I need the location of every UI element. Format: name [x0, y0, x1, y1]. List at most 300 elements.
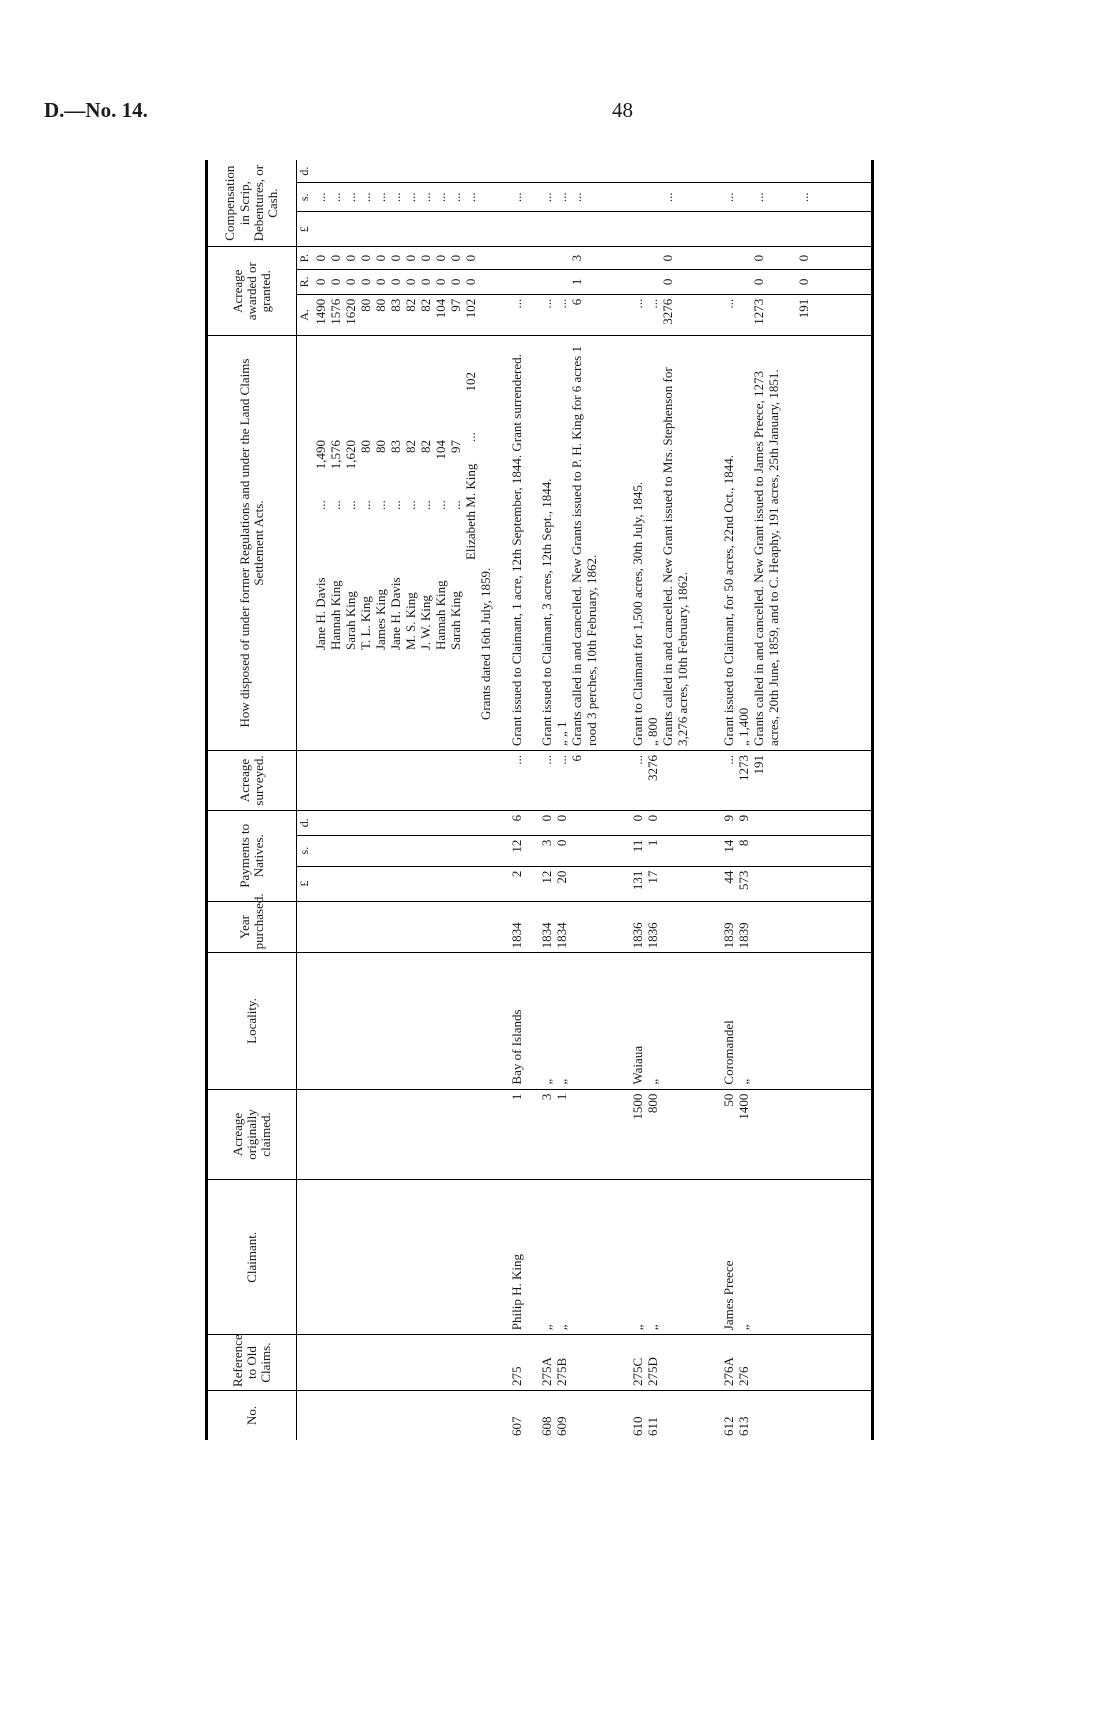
empty-cell [614, 810, 630, 835]
locality: „ [645, 953, 660, 1089]
claim-no: 610 [630, 1416, 645, 1436]
awarded-acres: 80 [358, 294, 373, 335]
unit-comp-pounds: £ [297, 212, 314, 247]
acreage-claimed [660, 1089, 705, 1180]
disposal-text: Grant issued to Claimant, 3 acres, 12th Sept., 1844. [539, 336, 554, 751]
empty-cell [433, 751, 448, 811]
claim-row [509, 160, 539, 1440]
awarded-roods [645, 270, 660, 295]
empty-cell [811, 835, 873, 866]
claim-row [645, 160, 660, 1440]
leader-dots: ... [463, 432, 478, 443]
locality: Coromandel [721, 953, 736, 1089]
comp-shillings: ... [388, 183, 403, 212]
empty-cell [373, 866, 388, 901]
empty-cell [418, 1390, 433, 1440]
empty-cell [418, 1335, 433, 1391]
empty-cell [313, 810, 328, 835]
awarded-roods [539, 270, 554, 295]
empty-cell [358, 751, 373, 811]
comp-pence [463, 160, 478, 183]
empty-cell [463, 1335, 478, 1391]
payment-shillings: 8 [736, 835, 751, 866]
empty-cell [493, 294, 509, 335]
claim-no: 612 [721, 1416, 736, 1436]
claim-row [569, 160, 614, 1440]
awarded-acres: 97 [448, 294, 463, 335]
empty-cell [358, 810, 373, 835]
empty-cell [811, 336, 873, 751]
empty-cell [343, 1390, 358, 1440]
disposal-text: Grants called in and cancelled. New Grants issued to P. H. King for 6 acres 1 rood 3 perches, 10th February, 1862. [569, 336, 614, 751]
awarded-perches [630, 247, 645, 270]
claim-row [721, 160, 736, 1440]
year-purchased: 1834 [509, 901, 539, 953]
grantee-entry [313, 336, 328, 751]
locality: „ [554, 953, 569, 1089]
comp-pence [403, 160, 418, 183]
comp-pounds [751, 212, 796, 247]
comp-pence [358, 160, 373, 183]
empty-cell [313, 866, 328, 901]
empty-cell [373, 835, 388, 866]
empty-cell [448, 835, 463, 866]
payment-shillings: 3 [539, 835, 554, 866]
disposal-text: Grant issued to Claimant, 1 acre, 12th September, 1844. Grant surrendered. [509, 336, 539, 751]
acreage-surveyed: ... [630, 751, 645, 811]
awarded-acres: ... [721, 294, 736, 335]
empty-cell [388, 953, 403, 1089]
awarded-acres: ... [539, 294, 554, 335]
awarded-acres: 104 [433, 294, 448, 335]
claim-no: 611 [645, 1416, 660, 1436]
awarded-roods: 0 [796, 270, 811, 295]
empty-cell [448, 1180, 463, 1335]
empty-cell [614, 160, 630, 183]
empty-cell [328, 953, 343, 1089]
payment-pence: 0 [630, 810, 645, 835]
grantee-entry [373, 336, 388, 751]
claim-row [796, 160, 811, 1440]
payment-pounds: 12 [539, 866, 554, 901]
awarded-roods: 0 [373, 270, 388, 295]
payment-pence [569, 810, 614, 835]
leader-dots: ... [343, 500, 358, 511]
comp-shillings: ... [796, 183, 811, 212]
empty-cell [373, 901, 388, 953]
empty-cell [433, 866, 448, 901]
grant-list-row [418, 160, 433, 1440]
awarded-perches [509, 247, 539, 270]
payment-shillings: 0 [554, 835, 569, 866]
comp-pence [373, 160, 388, 183]
empty-cell [448, 1335, 463, 1391]
claimant-name: „ [736, 1180, 751, 1335]
awarded-roods: 0 [358, 270, 373, 295]
grantee-name: Sarah King [343, 591, 358, 651]
grant-list-row [433, 160, 448, 1440]
awarded-perches [539, 247, 554, 270]
empty-cell [388, 1089, 403, 1180]
comp-pence [418, 160, 433, 183]
awarded-acres: 80 [373, 294, 388, 335]
awarded-roods [630, 270, 645, 295]
leader-dots: ... [403, 500, 418, 511]
year-purchased [751, 901, 796, 953]
empty-cell [705, 212, 721, 247]
empty-cell [373, 1335, 388, 1391]
claimant-name: Philip H. King [509, 1180, 539, 1335]
empty-cell [493, 1390, 509, 1440]
disposal-text [796, 336, 811, 751]
unit-pounds: £ [297, 866, 314, 901]
grants-dated-row [478, 160, 493, 1440]
awarded-perches: 0 [358, 247, 373, 270]
claim-row [660, 160, 705, 1440]
claim-row [630, 160, 645, 1440]
comp-shillings: ... [358, 183, 373, 212]
comp-pounds [448, 212, 463, 247]
comp-pounds [645, 212, 660, 247]
empty-cell [328, 866, 343, 901]
comp-pence [645, 160, 660, 183]
empty-cell [433, 835, 448, 866]
empty-cell [388, 810, 403, 835]
acreage-claimed: 50 [721, 1089, 736, 1180]
empty-cell [343, 835, 358, 866]
comp-shillings: ... [343, 183, 358, 212]
empty-cell [705, 1390, 721, 1440]
old-claim-ref [569, 1335, 614, 1391]
empty-cell [358, 953, 373, 1089]
awarded-roods: 0 [388, 270, 403, 295]
empty-cell [418, 835, 433, 866]
empty-cell [478, 212, 493, 247]
empty-cell [343, 1180, 358, 1335]
grant-list-row [328, 160, 343, 1440]
awarded-acres [736, 294, 751, 335]
empty-cell [463, 751, 478, 811]
comp-pence [751, 160, 796, 183]
unit-shillings: s. [297, 835, 314, 866]
empty-cell [705, 901, 721, 953]
empty-cell [463, 1180, 478, 1335]
comp-shillings: ... [463, 183, 478, 212]
acreage-claimed: 1500 [630, 1089, 645, 1180]
awarded-roods: 0 [433, 270, 448, 295]
old-claim-ref: 275B [554, 1335, 569, 1391]
claimant-name [660, 1180, 705, 1335]
comp-pence [721, 160, 736, 183]
comp-shillings: ... [721, 183, 736, 212]
comp-pounds [660, 212, 705, 247]
claimant-name [569, 1180, 614, 1335]
leader-dots: ... [448, 500, 463, 511]
empty-cell [493, 751, 509, 811]
old-claim-ref: 275C [630, 1335, 645, 1391]
empty-cell [811, 183, 873, 212]
payment-shillings [796, 835, 811, 866]
empty-cell [811, 1089, 873, 1180]
awarded-acres: 82 [403, 294, 418, 335]
empty-cell [388, 1335, 403, 1391]
col-acreage-claimed: Acreage originally claimed. [207, 1089, 297, 1180]
grantee-name: Elizabeth M. King [463, 463, 478, 561]
comp-pounds [721, 212, 736, 247]
page-number: 48 [612, 98, 633, 122]
awarded-perches: 0 [403, 247, 418, 270]
empty-cell [328, 1390, 343, 1440]
grantee-name: Hannah King [328, 580, 343, 651]
empty-cell [433, 1180, 448, 1335]
disposal-text: Grants called in and cancelled. New Grant issued to James Preece, 1273 acres, 20th June, 1859, and to C. Heaphy, 191 acres, 25th January, 1851. [751, 336, 796, 751]
payment-pounds [751, 866, 796, 901]
empty-cell [493, 901, 509, 953]
claimant-name: „ [645, 1180, 660, 1335]
empty-cell [811, 1335, 873, 1391]
empty-cell [358, 866, 373, 901]
empty-cell [493, 835, 509, 866]
acreage-surveyed: 3276 [645, 751, 660, 811]
payment-shillings [569, 835, 614, 866]
empty-cell [811, 866, 873, 901]
empty-cell [493, 336, 509, 751]
land-claims-table [205, 160, 874, 1440]
claim-no [751, 1390, 796, 1440]
year-purchased: 1834 [539, 901, 554, 953]
empty-cell [614, 294, 630, 335]
empty-cell [811, 953, 873, 1089]
comp-pounds [736, 212, 751, 247]
grantee-entry [358, 336, 373, 751]
grants-dated-text: Grants dated 16th July, 1859. [478, 336, 493, 751]
empty-cell [343, 866, 358, 901]
table-header [207, 160, 297, 1440]
empty-cell [478, 1335, 493, 1391]
comp-shillings: ... [660, 183, 705, 212]
comp-pence [313, 160, 328, 183]
unit-pence: d. [297, 810, 314, 835]
empty-cell [358, 901, 373, 953]
awarded-perches: 3 [569, 247, 614, 270]
empty-cell [463, 1089, 478, 1180]
awarded-acres: 1273 [751, 294, 796, 335]
grant-list-row [388, 160, 403, 1440]
empty-cell [614, 1180, 630, 1335]
empty-cell [811, 294, 873, 335]
comp-shillings: ... [569, 183, 614, 212]
empty-cell [313, 835, 328, 866]
payment-shillings: 12 [509, 835, 539, 866]
empty-cell [705, 183, 721, 212]
grantee-entry [448, 336, 463, 751]
grantee-acres: 83 [388, 440, 403, 454]
empty-cell [403, 1180, 418, 1335]
comp-shillings: ... [403, 183, 418, 212]
col-acreage-awarded: Acreage awarded or granted. [207, 247, 297, 336]
payment-pence: 0 [539, 810, 554, 835]
awarded-roods: 0 [328, 270, 343, 295]
empty-cell [614, 1390, 630, 1440]
empty-cell [403, 1089, 418, 1180]
empty-cell [388, 751, 403, 811]
document-reference: D.—No. 14. [44, 98, 148, 122]
grantee-entry [418, 336, 433, 751]
comp-pounds [796, 212, 811, 247]
unit-roods: R. [297, 270, 314, 295]
comp-pounds [373, 212, 388, 247]
acreage-claimed: 3 [539, 1089, 554, 1180]
empty-cell [478, 1089, 493, 1180]
comp-pence [509, 160, 539, 183]
empty-cell [418, 1089, 433, 1180]
empty-cell [313, 901, 328, 953]
spacer-row [614, 160, 630, 1440]
grantee-name: J. W. King [418, 595, 433, 651]
empty-cell [493, 866, 509, 901]
awarded-roods [736, 270, 751, 295]
empty-cell [343, 751, 358, 811]
comp-pence [569, 160, 614, 183]
grantee-entry [343, 336, 358, 751]
empty-cell [373, 1089, 388, 1180]
grantee-entry [328, 336, 343, 751]
awarded-perches: 0 [796, 247, 811, 270]
comp-shillings: ... [313, 183, 328, 212]
empty-cell [448, 810, 463, 835]
rotated-table-wrapper [205, 160, 1060, 1440]
payment-pence: 0 [554, 810, 569, 835]
awarded-perches [645, 247, 660, 270]
empty-cell [811, 247, 873, 270]
grantee-acres: 102 [463, 372, 478, 392]
empty-cell [614, 183, 630, 212]
comp-shillings [736, 183, 751, 212]
comp-pence [433, 160, 448, 183]
unit-perches: P. [297, 247, 314, 270]
awarded-acres: ... [509, 294, 539, 335]
empty-cell [463, 953, 478, 1089]
empty-cell [403, 1390, 418, 1440]
empty-cell [811, 810, 873, 835]
awarded-roods [721, 270, 736, 295]
empty-cell [448, 901, 463, 953]
locality [796, 953, 811, 1089]
empty-cell [418, 751, 433, 811]
empty-cell [313, 1335, 328, 1391]
claimant-name: „ [554, 1180, 569, 1335]
grantee-entry [388, 336, 403, 751]
empty-cell [614, 866, 630, 901]
empty-cell [478, 1180, 493, 1335]
comp-pounds [539, 212, 554, 247]
claim-no: 608 [539, 1416, 554, 1436]
empty-cell [463, 1390, 478, 1440]
year-purchased: 1834 [554, 901, 569, 953]
empty-cell [705, 810, 721, 835]
empty-cell [373, 810, 388, 835]
col-acreage-surveyed: Acreage surveyed. [207, 751, 297, 811]
acreage-surveyed: 191 [751, 751, 796, 811]
payment-pounds: 44 [721, 866, 736, 901]
empty-cell [373, 953, 388, 1089]
empty-cell [493, 953, 509, 1089]
empty-cell [811, 1390, 873, 1440]
empty-cell [478, 953, 493, 1089]
grant-list-row [313, 160, 328, 1440]
awarded-roods: 0 [448, 270, 463, 295]
spacer-row [493, 160, 509, 1440]
empty-cell [478, 866, 493, 901]
col-year: Year purchased. [207, 901, 297, 953]
empty-cell [403, 751, 418, 811]
payment-pence [660, 810, 705, 835]
comp-shillings: ... [418, 183, 433, 212]
payment-pence: 9 [721, 810, 736, 835]
awarded-perches: 0 [313, 247, 328, 270]
acreage-claimed: 1 [509, 1089, 539, 1180]
empty-cell [313, 751, 328, 811]
year-purchased [569, 901, 614, 953]
grantee-name: T. L. King [358, 596, 373, 651]
empty-cell [448, 953, 463, 1089]
awarded-roods: 0 [313, 270, 328, 295]
empty-cell [313, 1390, 328, 1440]
awarded-roods: 0 [403, 270, 418, 295]
locality: Waiaua [630, 953, 645, 1089]
awarded-acres: 3276 [660, 294, 705, 335]
col-compensation: Compensation in Scrip, Debentures, or Cash. [207, 160, 297, 247]
locality [751, 953, 796, 1089]
empty-cell [448, 1390, 463, 1440]
awarded-roods: 0 [343, 270, 358, 295]
empty-cell [811, 1180, 873, 1335]
empty-cell [463, 866, 478, 901]
comp-pence [554, 160, 569, 183]
leader-dots: ... [388, 500, 403, 511]
awarded-acres: 83 [388, 294, 403, 335]
comp-shillings [630, 183, 645, 212]
grant-list-row [403, 160, 418, 1440]
empty-cell [418, 866, 433, 901]
grantee-entry [403, 336, 418, 751]
grantee-acres: 1,490 [313, 440, 328, 470]
claim-no [660, 1390, 705, 1440]
payment-pounds: 131 [630, 866, 645, 901]
disposal-text: Grant issued to Claimant, for 50 acres, 22nd Oct., 1844. [721, 336, 736, 751]
empty-cell [705, 1089, 721, 1180]
awarded-perches: 0 [448, 247, 463, 270]
awarded-roods: 0 [660, 270, 705, 295]
empty-cell [403, 810, 418, 835]
empty-cell [403, 1335, 418, 1391]
empty-cell [478, 835, 493, 866]
comp-pence [343, 160, 358, 183]
comp-pence [328, 160, 343, 183]
old-claim-ref: 275D [645, 1335, 660, 1391]
comp-shillings: ... [509, 183, 539, 212]
unit-comp-shillings: s. [297, 183, 314, 212]
payment-pounds: 573 [736, 866, 751, 901]
empty-cell [448, 1089, 463, 1180]
claimant-name: „ [630, 1180, 645, 1335]
awarded-perches: 0 [373, 247, 388, 270]
comp-pounds [328, 212, 343, 247]
comp-pence [796, 160, 811, 183]
empty-cell [614, 212, 630, 247]
empty-cell [358, 1180, 373, 1335]
comp-pence [388, 160, 403, 183]
